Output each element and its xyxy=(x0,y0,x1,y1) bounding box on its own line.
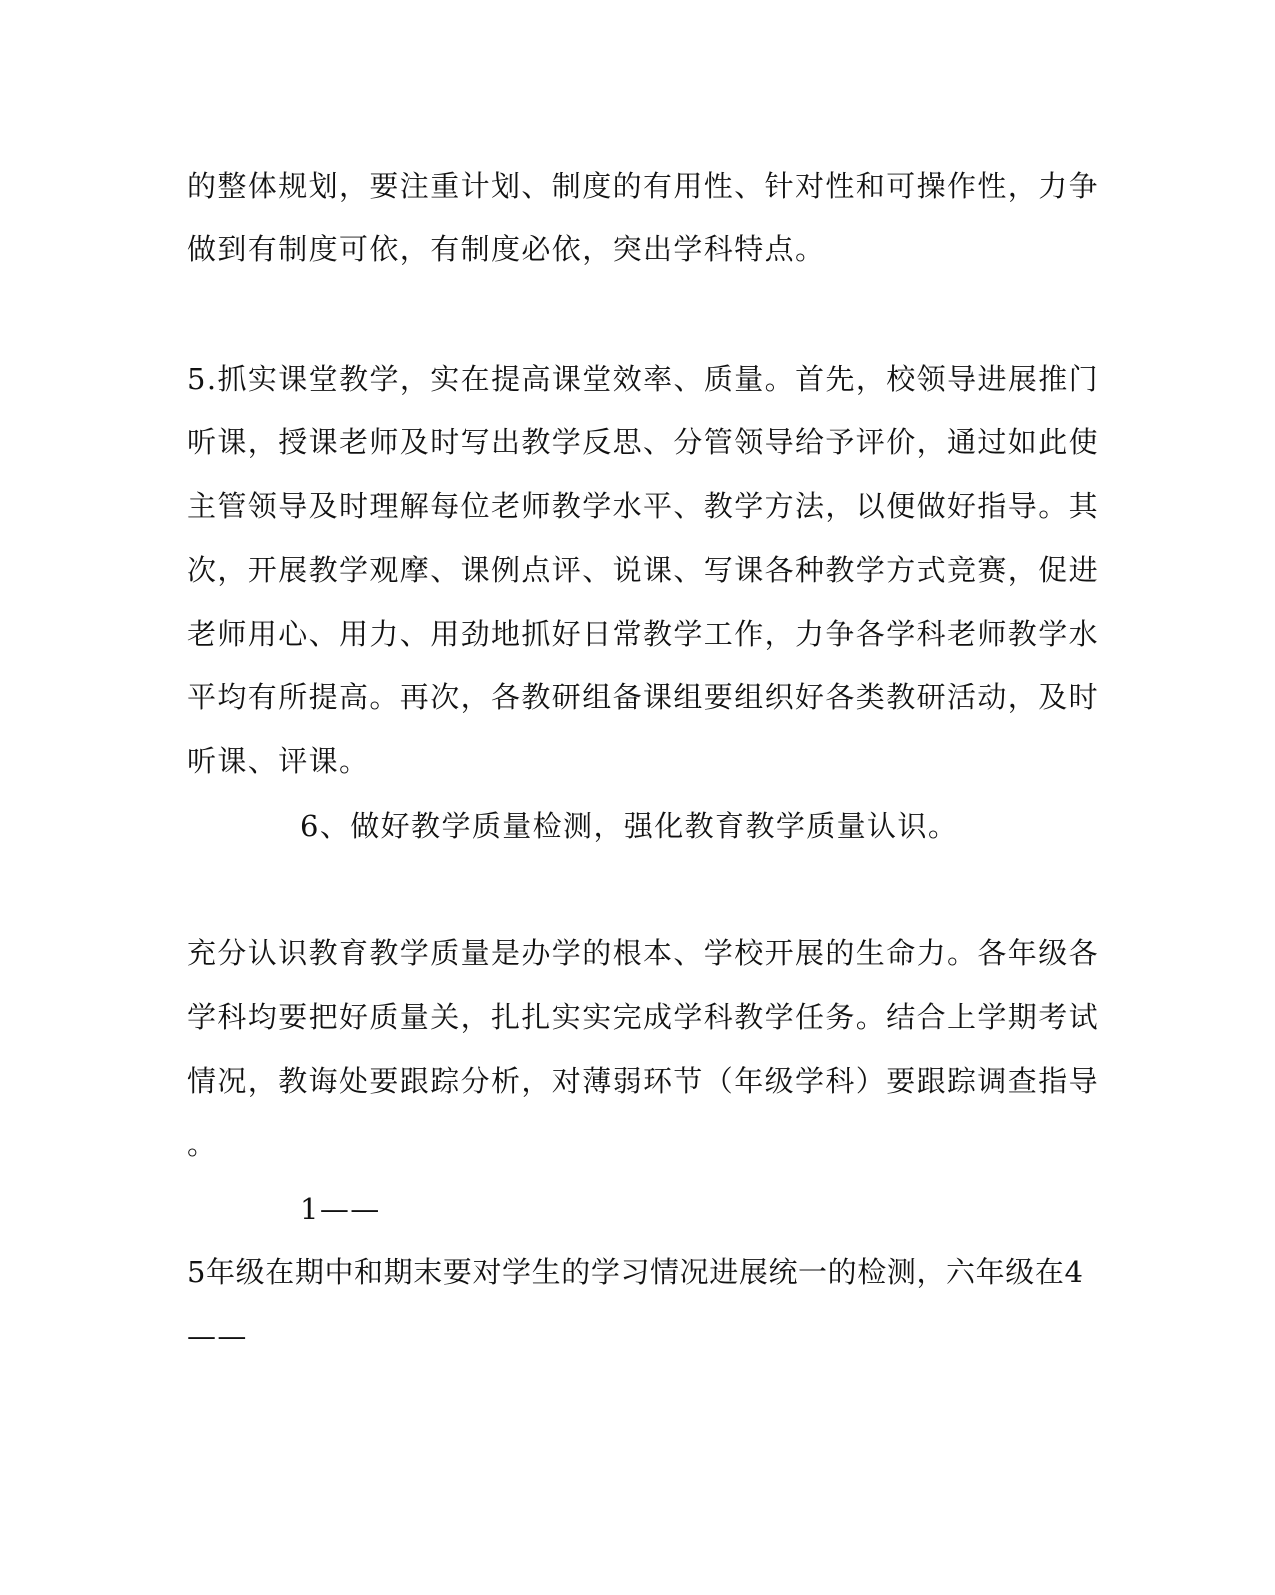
paragraph-line: 1—— xyxy=(300,1192,381,1226)
paragraph-line: 5年级在期中和期末要对学生的学习情况进展统一的检测，六年级在4 xyxy=(187,1255,1084,1289)
paragraph-line: 听课，授课老师及时写出教学反思、分管领导给予评价，通过如此使 xyxy=(187,425,1100,459)
paragraph-line: 做到有制度可依，有制度必依，突出学科特点。 xyxy=(187,232,826,266)
paragraph-line: 的整体规划，要注重计划、制度的有用性、针对性和可操作性，力争 xyxy=(187,169,1100,203)
paragraph-line: 。 xyxy=(187,1127,218,1161)
paragraph-line: 学科均要把好质量关，扎扎实实完成学科教学任务。结合上学期考试 xyxy=(187,1000,1100,1034)
paragraph-line: 听课、评课。 xyxy=(187,744,370,778)
paragraph-line: 老师用心、用力、用劲地抓好日常教学工作，力争各学科老师教学水 xyxy=(187,617,1100,651)
paragraph-line: 次，开展教学观摩、课例点评、说课、写课各种教学方式竞赛，促进 xyxy=(187,553,1100,587)
section-heading: 6、做好教学质量检测，强化教育教学质量认识。 xyxy=(300,809,959,843)
paragraph-line: 主管领导及时理解每位老师教学水平、教学方法，以便做好指导。其 xyxy=(187,489,1100,523)
paragraph-line: 5.抓实课堂教学，实在提高课堂效率、质量。首先，校领导进展推门 xyxy=(187,362,1100,396)
paragraph-line: —— xyxy=(187,1319,248,1353)
paragraph-line: 情况，教诲处要跟踪分析，对薄弱环节（年级学科）要跟踪调查指导 xyxy=(187,1064,1100,1098)
paragraph-line: 充分认识教育教学质量是办学的根本、学校开展的生命力。各年级各 xyxy=(187,936,1100,970)
paragraph-line: 平均有所提高。再次，各教研组备课组要组织好各类教研活动，及时 xyxy=(187,680,1100,714)
